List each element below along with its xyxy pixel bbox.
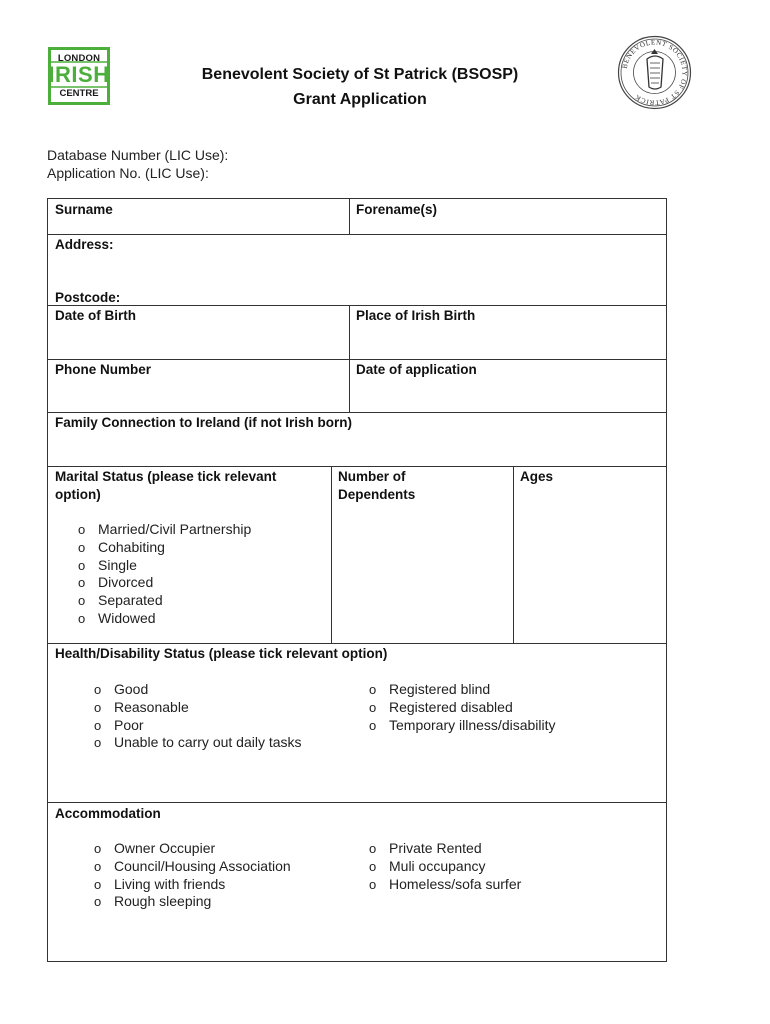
postcode-field[interactable]: Postcode:: [55, 290, 121, 305]
dependents-line-2: Dependents: [338, 487, 416, 502]
checkbox-bullet: o: [78, 557, 86, 573]
health-option-reasonable[interactable]: o Reasonable: [94, 698, 189, 715]
marital-option-widowed[interactable]: o Widowed: [78, 609, 156, 626]
lic-use-fields: [47, 146, 228, 182]
checkbox-bullet: o: [94, 699, 102, 715]
accommodation-option-owner[interactable]: o Owner Occupier: [94, 840, 216, 856]
marital-status-line-2: option): [55, 487, 101, 502]
london-irish-centre-logo: [48, 47, 110, 105]
health-option-unable[interactable]: o Unable to carry out daily tasks: [94, 734, 302, 751]
accommodation-option-homeless[interactable]: o Homeless/sofa surfer: [369, 875, 522, 892]
seal-text: BENEVOLENT SOCIETY OF ST PATRICK: [620, 38, 689, 107]
accommodation-option-multi-occupancy[interactable]: o Muli occupancy: [369, 857, 486, 874]
logo-line-2: IRISH: [48, 62, 110, 87]
surname-field[interactable]: Surname: [55, 202, 113, 217]
accommodation-label: Accommodation: [55, 806, 161, 821]
health-option-registered-disabled[interactable]: o Registered disabled: [369, 698, 513, 715]
checkbox-bullet: o: [78, 539, 86, 555]
checkbox-bullet: o: [94, 717, 102, 733]
checkbox-bullet: o: [94, 894, 102, 910]
checkbox-bullet: o: [78, 575, 86, 591]
marital-status-label: [55, 468, 276, 504]
health-options-right: [369, 681, 556, 734]
marital-options-list: [78, 521, 251, 628]
marital-option-cohabiting[interactable]: o Cohabiting: [78, 538, 165, 555]
row-divider: [48, 802, 666, 803]
bsosp-seal-icon: [617, 35, 692, 110]
checkbox-bullet: o: [78, 610, 86, 626]
health-option-good[interactable]: o Good: [94, 681, 149, 697]
application-number-label: Application No. (LIC Use):: [47, 165, 209, 181]
row-divider: [48, 466, 666, 467]
column-divider: [513, 466, 514, 643]
logo-line-1: LONDON: [57, 53, 101, 64]
address-field[interactable]: Address:: [55, 237, 114, 252]
checkbox-bullet: o: [94, 858, 102, 874]
title-line-2: Grant Application: [293, 91, 427, 108]
checkbox-bullet: o: [78, 593, 86, 609]
health-option-poor[interactable]: o Poor: [94, 716, 144, 733]
logo-line-3: CENTRE: [59, 88, 99, 99]
column-divider: [331, 466, 332, 643]
date-of-birth-field[interactable]: Date of Birth: [55, 308, 136, 323]
phone-number-field[interactable]: Phone Number: [55, 362, 152, 377]
row-divider: [48, 412, 666, 413]
marital-option-separated[interactable]: o Separated: [78, 592, 163, 609]
ages-field[interactable]: Ages: [520, 469, 554, 484]
checkbox-bullet: o: [369, 699, 377, 715]
form-title: [110, 62, 610, 112]
title-line-1: Benevolent Society of St Patrick (BSOSP): [201, 66, 519, 83]
column-divider: [349, 199, 350, 234]
marital-option-divorced[interactable]: o Divorced: [78, 574, 154, 591]
row-divider: [48, 643, 666, 644]
accommodation-options-right: [369, 840, 521, 893]
checkbox-bullet: o: [94, 682, 102, 697]
checkbox-bullet: o: [369, 858, 377, 874]
checkbox-bullet: o: [94, 735, 102, 751]
accommodation-option-council[interactable]: o Council/Housing Association: [94, 857, 291, 874]
row-divider: [48, 234, 666, 235]
row-divider: [48, 305, 666, 306]
checkbox-bullet: o: [369, 876, 377, 892]
row-divider: [48, 359, 666, 360]
dependents-field[interactable]: [338, 468, 415, 504]
health-status-label: Health/Disability Status (please tick relevant option): [55, 646, 388, 661]
checkbox-bullet: o: [369, 841, 377, 856]
marital-status-line-1: Marital Status (please tick relevant: [55, 469, 277, 484]
forenames-field[interactable]: Forename(s): [356, 202, 438, 217]
accommodation-options-left: [94, 840, 291, 911]
checkbox-bullet: o: [369, 717, 377, 733]
health-options-left: [94, 681, 302, 752]
health-option-temporary[interactable]: o Temporary illness/disability: [369, 716, 556, 733]
application-form-table: [47, 198, 667, 962]
family-connection-field[interactable]: Family Connection to Ireland (if not Irish born): [55, 415, 352, 430]
marital-option-married[interactable]: o Married/Civil Partnership: [78, 521, 252, 537]
column-divider: [349, 305, 350, 412]
accommodation-option-private-rented[interactable]: o Private Rented: [369, 840, 482, 856]
checkbox-bullet: o: [78, 522, 86, 537]
checkbox-bullet: o: [94, 841, 102, 856]
date-of-application-field[interactable]: Date of application: [356, 362, 477, 377]
accommodation-option-rough-sleeping[interactable]: o Rough sleeping: [94, 893, 212, 910]
place-of-birth-field[interactable]: Place of Irish Birth: [356, 308, 476, 323]
accommodation-option-friends[interactable]: o Living with friends: [94, 875, 226, 892]
dependents-line-1: Number of: [338, 469, 406, 484]
checkbox-bullet: o: [94, 876, 102, 892]
database-number-label: Database Number (LIC Use):: [47, 147, 229, 163]
checkbox-bullet: o: [369, 682, 377, 697]
health-option-registered-blind[interactable]: o Registered blind: [369, 681, 491, 697]
marital-option-single[interactable]: o Single: [78, 556, 137, 573]
